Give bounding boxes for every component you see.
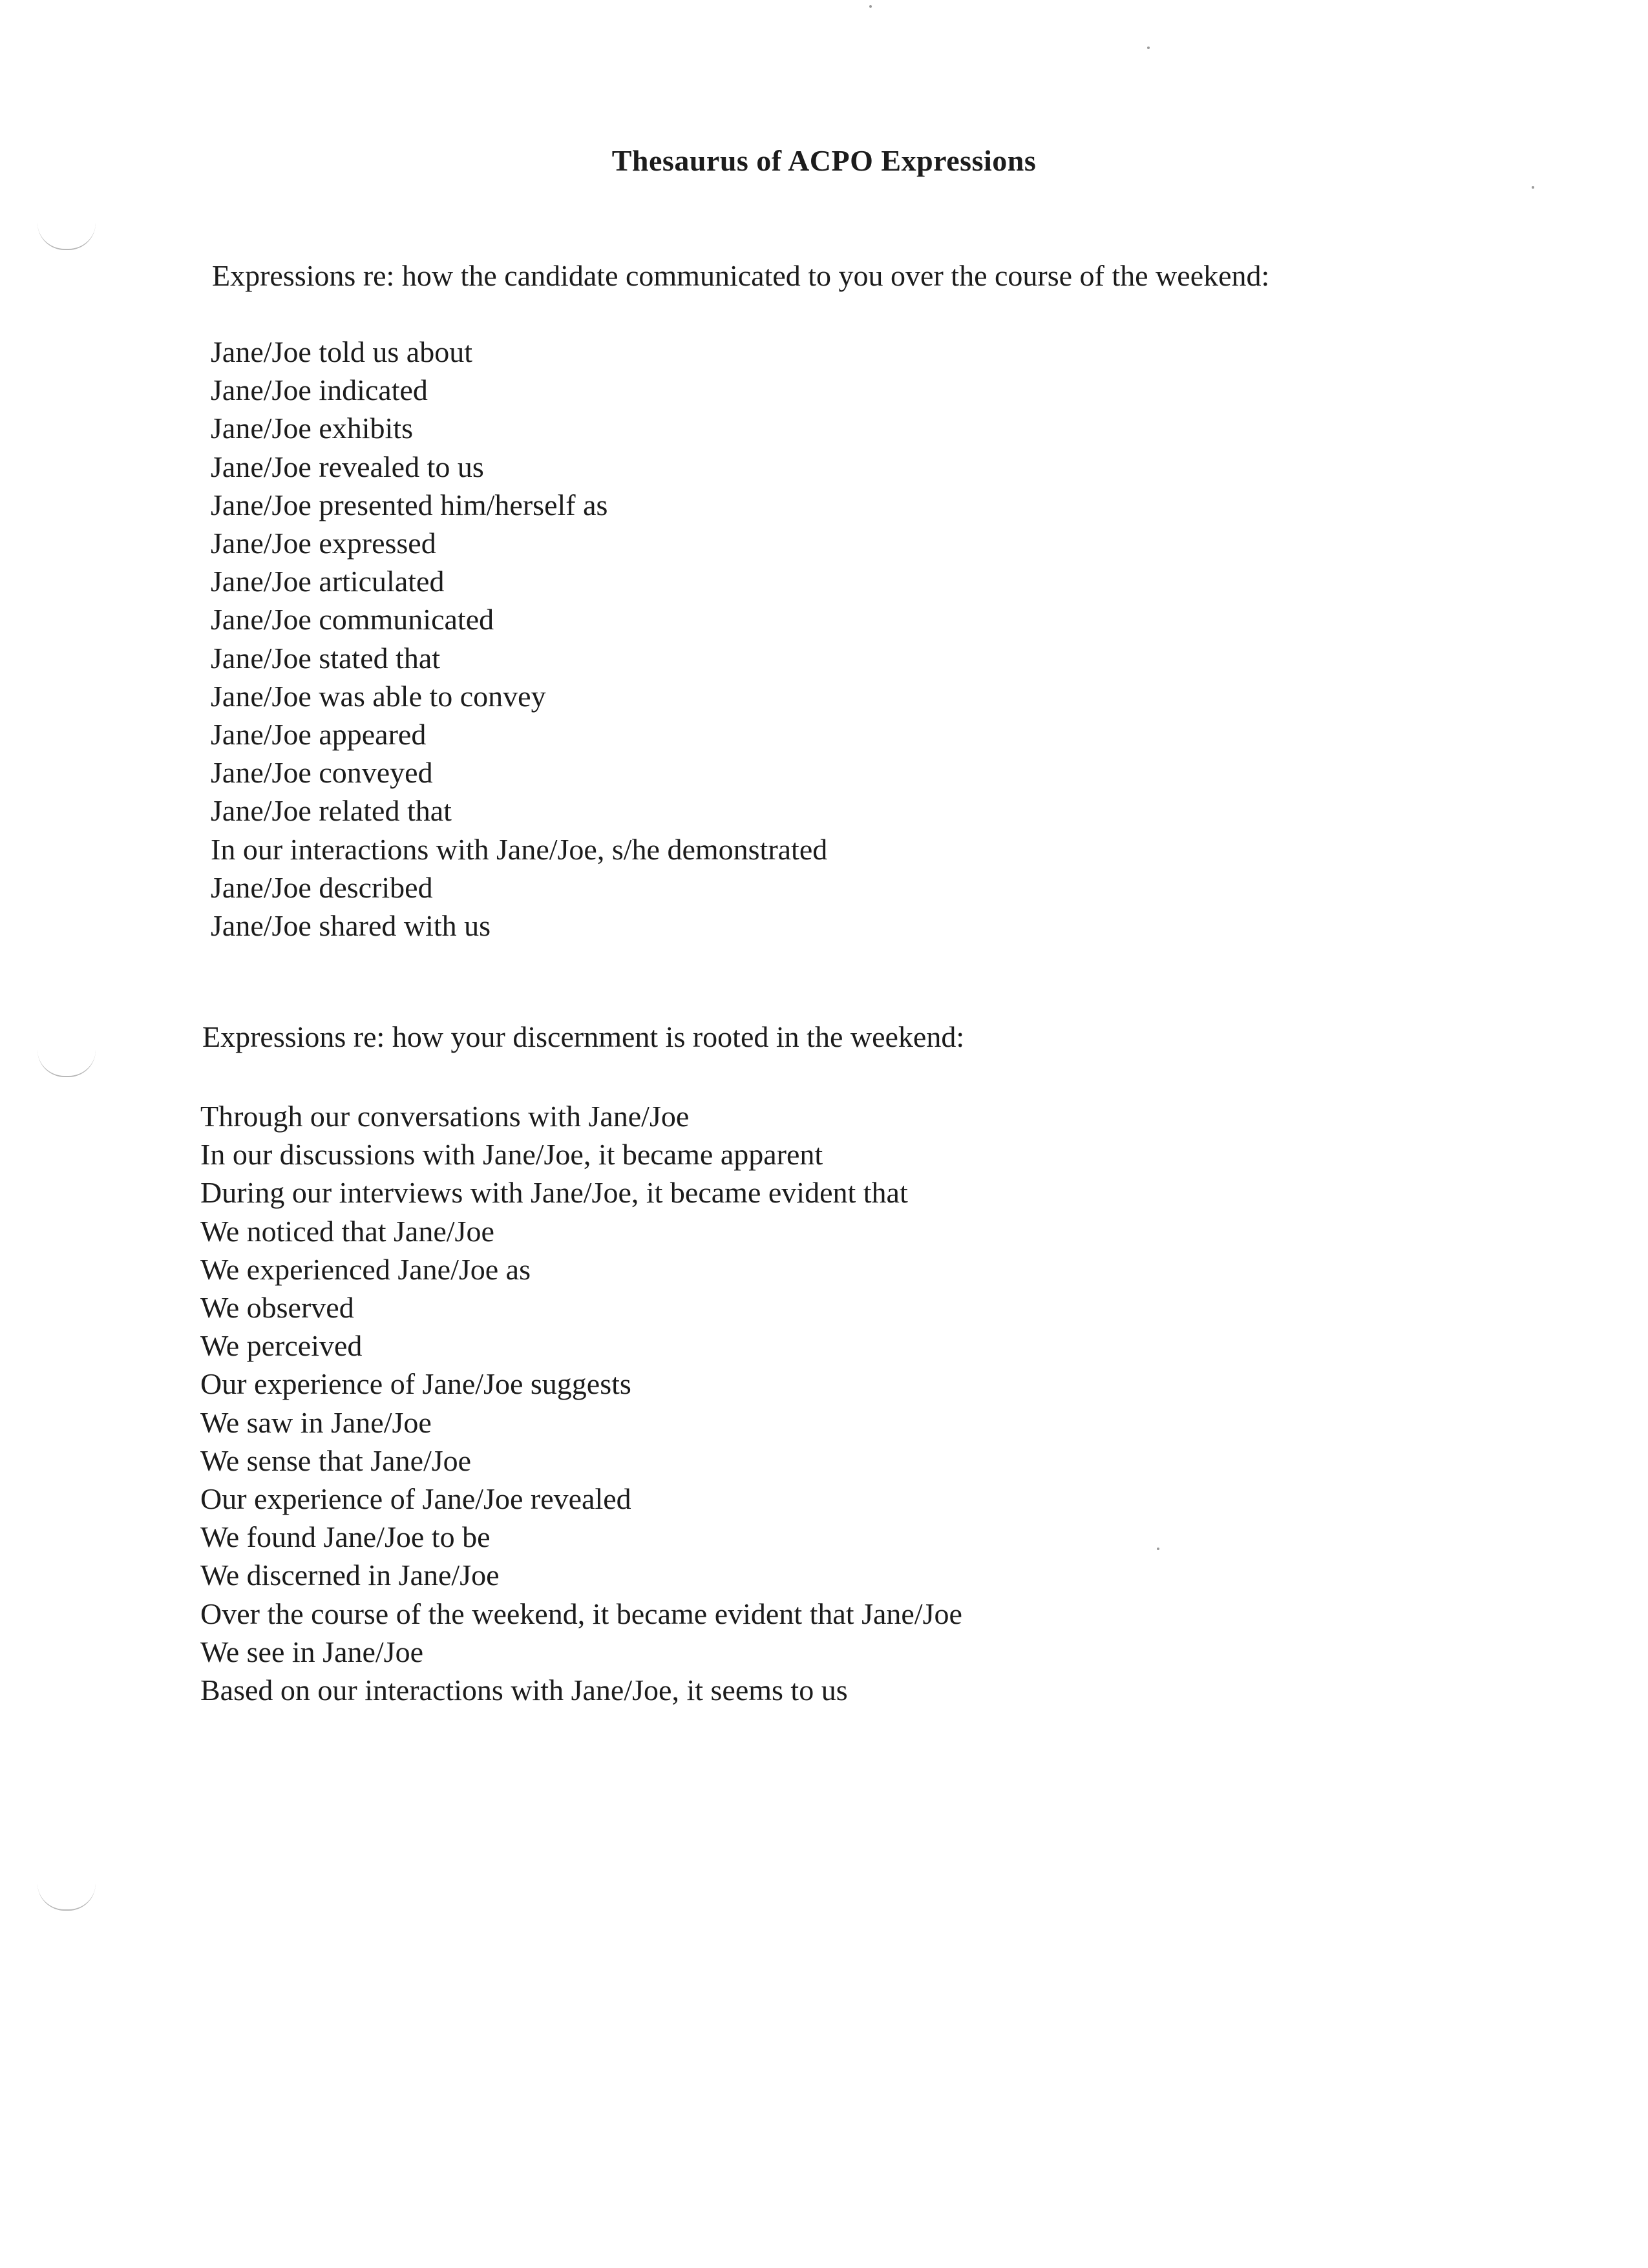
list-item: Jane/Joe was able to convey — [211, 679, 546, 713]
list-item: We see in Jane/Joe — [200, 1635, 423, 1668]
hole-punch-mark — [37, 223, 96, 250]
list-item: During our interviews with Jane/Joe, it became evident that — [200, 1176, 908, 1210]
list-item: Jane/Joe stated that — [211, 641, 441, 675]
list-item: We observed — [200, 1291, 354, 1325]
list-item: Jane/Joe exhibits — [211, 412, 413, 445]
list-item: We perceived — [200, 1329, 363, 1363]
list-item: Jane/Joe articulated — [211, 565, 445, 598]
list-item: We found Jane/Joe to be — [200, 1520, 491, 1554]
list-item: Jane/Joe shared with us — [211, 909, 491, 943]
scan-speck — [869, 5, 872, 8]
list-item: In our interactions with Jane/Joe, s/he demonstrated — [211, 832, 828, 866]
list-item: We discerned in Jane/Joe — [200, 1559, 500, 1592]
scan-speck — [1147, 47, 1150, 49]
list-item: Jane/Joe conveyed — [211, 756, 433, 790]
list-item: In our discussions with Jane/Joe, it became apparent — [200, 1138, 823, 1171]
list-item: Jane/Joe presented him/herself as — [211, 488, 608, 521]
list-item: Based on our interactions with Jane/Joe, it seems to us — [200, 1674, 848, 1707]
section-heading-discernment: Expressions re: how your discernment is rooted in the weekend: — [202, 1020, 965, 1053]
list-item: Jane/Joe described — [211, 870, 433, 904]
hole-punch-mark — [37, 1050, 96, 1077]
list-item: Jane/Joe related that — [211, 794, 452, 828]
list-item: Jane/Joe appeared — [211, 718, 427, 751]
list-item: We experienced Jane/Joe as — [200, 1252, 531, 1286]
scan-speck — [1532, 186, 1534, 189]
list-item: Jane/Joe expressed — [211, 527, 436, 560]
list-item: We sense that Jane/Joe — [200, 1444, 472, 1477]
hole-punch-mark — [37, 1884, 96, 1911]
list-item: We noticed that Jane/Joe — [200, 1214, 494, 1248]
list-item: Over the course of the weekend, it became evident that Jane/Joe — [200, 1597, 962, 1630]
expression-list-discernment — [200, 1097, 962, 1709]
list-item: Jane/Joe indicated — [211, 373, 428, 407]
list-item: Jane/Joe told us about — [211, 335, 472, 368]
list-item: We saw in Jane/Joe — [200, 1405, 432, 1439]
document-title: Thesaurus of ACPO Expressions — [611, 144, 1037, 177]
list-item: Jane/Joe communicated — [211, 603, 494, 636]
list-item: Through our conversations with Jane/Joe — [200, 1100, 690, 1133]
expression-list-communication — [211, 333, 827, 945]
list-item: Jane/Joe revealed to us — [211, 450, 484, 483]
list-item: Our experience of Jane/Joe revealed — [200, 1482, 631, 1516]
section-heading-communication: Expressions re: how the candidate communicated to you over the course of the weekend: — [212, 259, 1270, 292]
scan-speck — [1157, 1548, 1159, 1550]
list-item: Our experience of Jane/Joe suggests — [200, 1367, 631, 1401]
